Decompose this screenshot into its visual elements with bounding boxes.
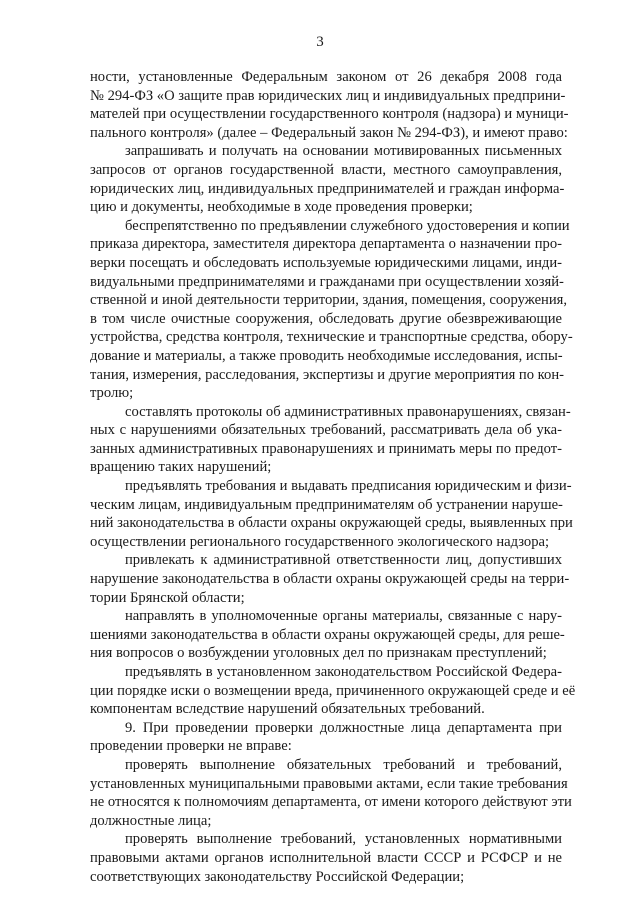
text-line: соответствующих законодательству Российской Федерации; (90, 868, 465, 885)
text-line: № 294-ФЗ «О защите прав юридических лиц и индивидуальных предприни- (90, 87, 566, 104)
text-line: верки посещать и обследовать используемые юридическими лицами, инди- (90, 254, 562, 271)
text-line: направлять в уполномоченные органы материалы, связанные с нару- (125, 608, 562, 625)
text-line: ний законодательства в области охраны окружающей среды, выявленных при (90, 515, 573, 532)
text-line: мателей при осуществлении государственного контроля (надзора) и муници- (90, 106, 569, 123)
text-line: запросов от органов государственной власти, местного самоуправления, (90, 161, 562, 178)
paragraph (90, 68, 569, 142)
paragraph (90, 142, 565, 216)
text-line: шениями законодательства в области охраны окружающей среды, для реше- (90, 626, 565, 643)
text-line: цию и документы, необходимые в ходе проведения проверки; (90, 199, 473, 216)
paragraph (90, 663, 576, 719)
text-line: тролю; (90, 385, 134, 402)
text-line: нарушение законодательства в области охраны окружающей среды на терри- (90, 571, 570, 588)
text-line: не относятся к полномочиям департамента, от имени которого действуют эти (90, 794, 572, 811)
text-line: юридических лиц, индивидуальных предпринимателей и граждан информа- (90, 180, 565, 197)
text-line: составлять протоколы об административных правонарушениях, связан- (125, 403, 571, 420)
document-body (90, 68, 576, 886)
text-line: предъявлять в установленном законодательством Российской Федера- (125, 664, 562, 680)
paragraph (90, 217, 573, 403)
text-line: ственной и иной деятельности территории, здания, помещения, сооружения, (90, 292, 568, 309)
paragraph (90, 719, 562, 756)
paragraph (90, 607, 565, 663)
paragraph (90, 403, 571, 477)
text-line: занных административных правонарушениях и принимать меры по предот- (90, 440, 562, 457)
text-line: проверять выполнение требований, установленных нормативными (125, 831, 562, 848)
text-line: осуществлении регионального государственного экологического надзора; (90, 533, 550, 550)
text-line: предъявлять требования и выдавать предписания юридическим и физи- (125, 478, 572, 495)
text-line: проведении проверки не вправе: (90, 738, 292, 755)
text-line: 9. При проведении проверки должностные лица департамента при (125, 719, 562, 736)
text-line: ния вопросов о возбуждении уголовных дел по признакам преступлений; (90, 645, 547, 662)
text-line: устройства, средства контроля, технические и транспортные средства, обору- (90, 329, 573, 346)
text-line: тории Брянской области; (90, 589, 245, 606)
text-line: беспрепятственно по предъявлении служебного удостоверения и копии (125, 217, 570, 234)
text-line: тания, измерения, расследования, экспертизы и другие мероприятия по кон- (90, 366, 564, 383)
text-line: ности, установленные Федеральным законом от 26 декабря 2008 года (90, 69, 562, 85)
text-line: ции порядке иски о возмещении вреда, причиненного окружающей среде и её (90, 682, 576, 699)
text-line: компонентам вследствие нарушений обязательных требований. (90, 701, 485, 718)
text-line: в том числе очистные сооружения, обследовать другие обезвреживающие (90, 310, 562, 327)
text-line: ных с нарушениями обязательных требований, рассматривать дела об ука- (90, 422, 562, 439)
paragraph (90, 477, 573, 551)
text-line: пального контроля» (далее – Федеральный закон № 294-ФЗ), и имеют право: (90, 124, 568, 141)
page-number: 3 (316, 34, 324, 50)
text-line: проверять выполнение обязательных требований и требований, (125, 756, 562, 773)
paragraph (90, 551, 570, 607)
text-line: видуальными предпринимателями и гражданами при осуществлении хозяй- (90, 273, 564, 290)
text-line: должностные лица; (90, 812, 212, 829)
text-line: вращению таких нарушений; (90, 459, 272, 476)
text-line: приказа директора, заместителя директора департамента о назначении про- (90, 236, 562, 253)
text-line: запрашивать и получать на основании мотивированных письменных (125, 143, 562, 160)
text-line: правовыми актами органов исполнительной власти СССР и РСФСР и не (90, 849, 562, 866)
paragraph (90, 756, 572, 830)
text-line: ческим лицам, индивидуальным предпринимателям об устранении наруше- (90, 496, 563, 513)
text-line: привлекать к административной ответственности лиц, допустивших (125, 552, 562, 569)
paragraph (90, 830, 562, 886)
text-line: дование и материалы, а также проводить необходимые исследования, испы- (90, 347, 563, 364)
text-line: установленных муниципальными правовыми актами, если такие требования (90, 775, 568, 792)
